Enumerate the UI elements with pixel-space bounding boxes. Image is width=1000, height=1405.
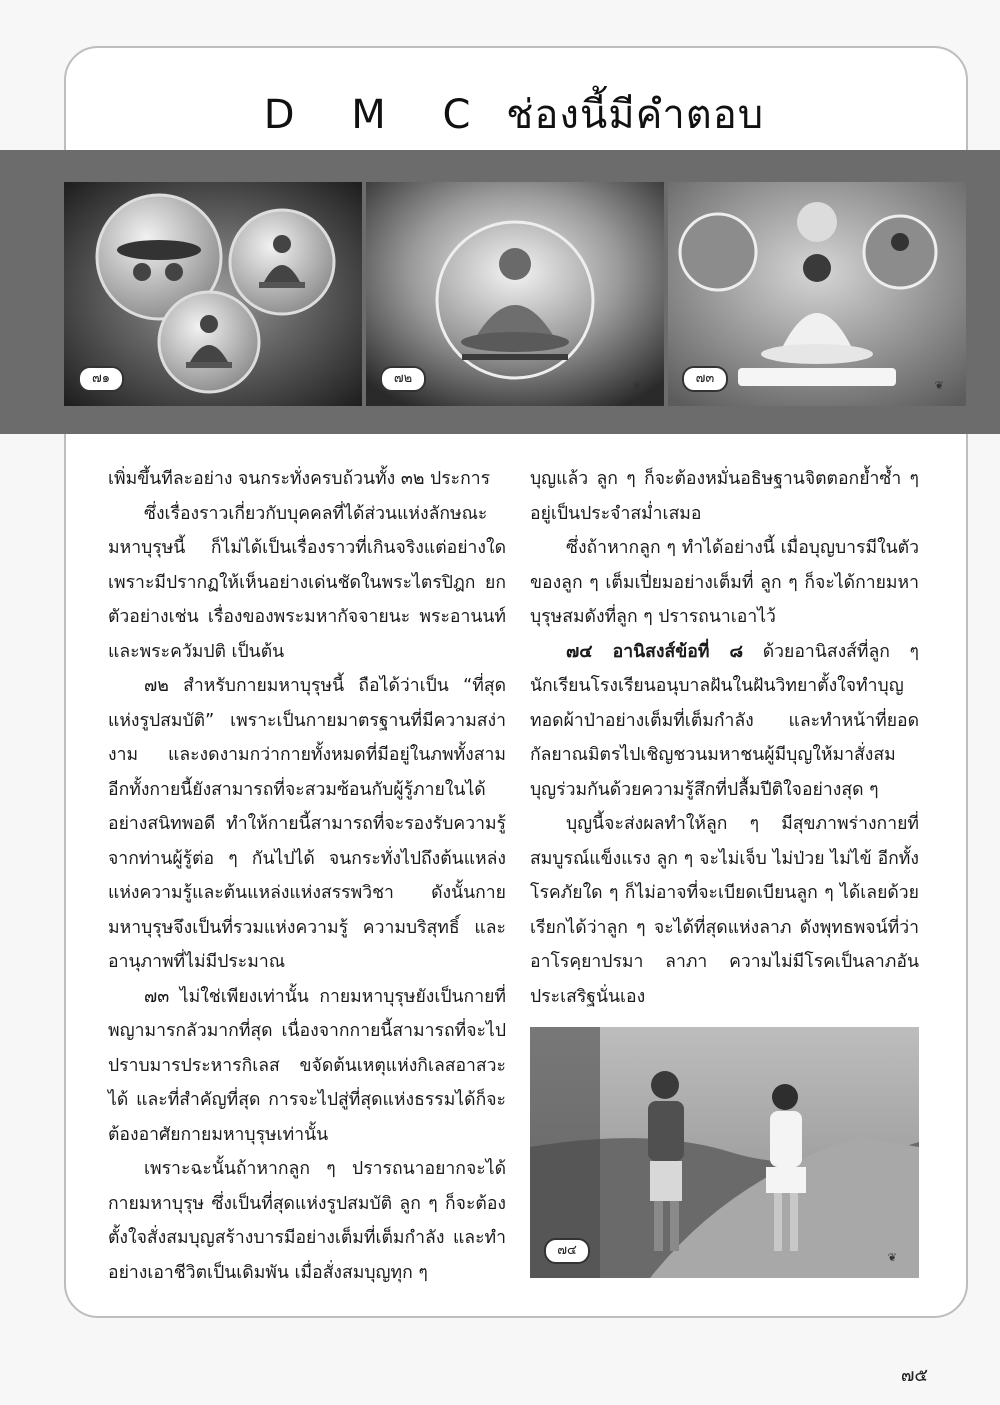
paragraph-text: ด้วยอานิสงส์ที่ลูก ๆ นักเรียนโรงเรียนอนุบาลฝันในฝันวิทยาตั้งใจทำบุญทอดผ้าป่าอย่างเต็มที่เต็มกำลัง และทำหน้าที่ยอดกัลยาณมิตรไปเชิญชวนมหาชนผู้มีบุญให้มาสั่งสมบุญร่วมกันด้วยความรู้สึกที่ปลื้มปีติใจอย่างสุด ๆ <box>530 641 919 800</box>
figure-label: ๗๒ <box>380 366 426 392</box>
figure-label: ๗๓ <box>682 366 728 392</box>
paragraph: เพราะฉะนั้นถ้าหากลูก ๆ ปรารถนาอยากจะได้กายมหาบุรุษ ซึ่งเป็นที่สุดแห่งรูปสมบัติ ลูก ๆ ก็จะต้องตั้งใจสั่งสมบุญสร้างบารมีอย่างเต็มที่เต็มกำลัง และทำอย่างเอาชีวิตเป็นเดิมพัน เมื่อสั่งสมบุญทุก ๆ <box>108 1159 506 1283</box>
paragraph: ซึ่งเรื่องราวเกี่ยวกับบุคคลที่ได้ส่วนแห่งลักษณะมหาบุรุษนี้ ก็ไม่ได้เป็นเรื่องราวที่เกินจริงแต่อย่างใด เพราะมีปรากฏให้เห็นอย่างเด่นชัดในพระไตรปิฎก ยกตัวอย่างเช่น เรื่องของพระมหากัจจายนะ พระอานนท์ และพระควัมปติ เป็นต้น <box>108 503 506 662</box>
paragraph: ซึ่งถ้าหากลูก ๆ ทำได้อย่างนี้ เมื่อบุญบารมีในตัวของลูก ๆ เต็มเปี่ยมอย่างเต็มที่ ลูก ๆ ก็จะได้กายมหาบุรุษสมดังที่ลูก ๆ ปรารถนาเอาไว้ <box>530 538 919 627</box>
paragraph <box>530 635 919 808</box>
page-title <box>64 82 964 146</box>
paragraph: บุญแล้ว ลูก ๆ ก็จะต้องหมั่นอธิษฐานจิตตอกย้ำซ้ำ ๆ อยู่เป็นประจำสม่ำเสมอ <box>530 469 919 524</box>
logo-icon: ❦ <box>887 1251 897 1264</box>
logo-icon: ❦ <box>330 379 340 392</box>
title-latin: D M C <box>263 92 493 138</box>
figure-72 <box>366 182 664 406</box>
right-column <box>530 462 919 1014</box>
figure-label: ๗๔ <box>544 1238 590 1264</box>
paragraph: เพิ่มขึ้นทีละอย่าง จนกระทั่งครบถ้วนทั้ง ๓๒ ประการ <box>108 469 491 489</box>
figure-74 <box>530 1027 919 1278</box>
paragraph: ๗๓ ไม่ใช่เพียงเท่านั้น กายมหาบุรุษยังเป็นกายที่พญามารกลัวมากที่สุด เนื่องจากกายนี้สามารถที่จะไปปราบมารประหารกิเลส ขจัดต้นเหตุแห่งกิเลสอาสวะได้ และที่สำคัญที่สุด การจะไปสู่ที่สุดแห่งธรรมได้ก็จะต้องอาศัยกายมหาบุรุษเท่านั้น <box>108 986 506 1145</box>
figure-71 <box>64 182 362 406</box>
left-column <box>108 462 506 1290</box>
paragraph: บุญนี้จะส่งผลทำให้ลูก ๆ มีสุขภาพร่างกายที่สมบูรณ์แข็งแรง ลูก ๆ จะไม่เจ็บ ไม่ป่วย ไม่ไข้ อีกทั้งโรคภัยใด ๆ ก็ไม่อาจที่จะเบียดเบียนลูก ๆ ได้เลยด้วย เรียกได้ว่าลูก ๆ จะได้ที่สุดแห่งลาภ ดังพุทธพจน์ที่ว่า อาโรคฺยาปรมา ลาภา ความไม่มีโรคเป็นลาภอันประเสริฐนั่นเอง <box>530 814 919 1007</box>
page-number: ๗๕ <box>900 1365 928 1386</box>
paragraph: ๗๒ สำหรับกายมหาบุรุษนี้ ถือได้ว่าเป็น “ที่สุดแห่งรูปสมบัติ” เพราะเป็นกายมาตรฐานที่มีความสง่างาม และงดงามกว่ากายทั้งหมดที่มีอยู่ในภพทั้งสาม อีกทั้งกายนี้ยังสามารถที่จะสวมซ้อนกับผู้รู้ภายในได้อย่างสนิทพอดี ทำให้กายนี้สามารถที่จะรองรับความรู้จากท่านผู้รู้ต่อ ๆ กันไปได้ จนกระทั่งไปถึงต้นแหล่งแห่งความรู้และต้นแหล่งแห่งสรรพวิชา ดังนั้นกายมหาบุรุษจึงเป็นที่รวมแห่งความรู้ ความบริสุทธิ์ และอานุภาพที่ไม่มีประมาณ <box>108 676 506 972</box>
figure-73 <box>668 182 966 406</box>
logo-icon: ❦ <box>934 379 944 392</box>
title-thai: ช่องนี้มีคำตอบ <box>506 92 765 138</box>
logo-icon: ❦ <box>632 379 642 392</box>
jogging-couple-icon <box>530 1027 919 1278</box>
figure-label: ๗๑ <box>78 366 124 392</box>
section-heading: ๗๔ อานิสงส์ข้อที่ ๘ <box>566 641 744 662</box>
